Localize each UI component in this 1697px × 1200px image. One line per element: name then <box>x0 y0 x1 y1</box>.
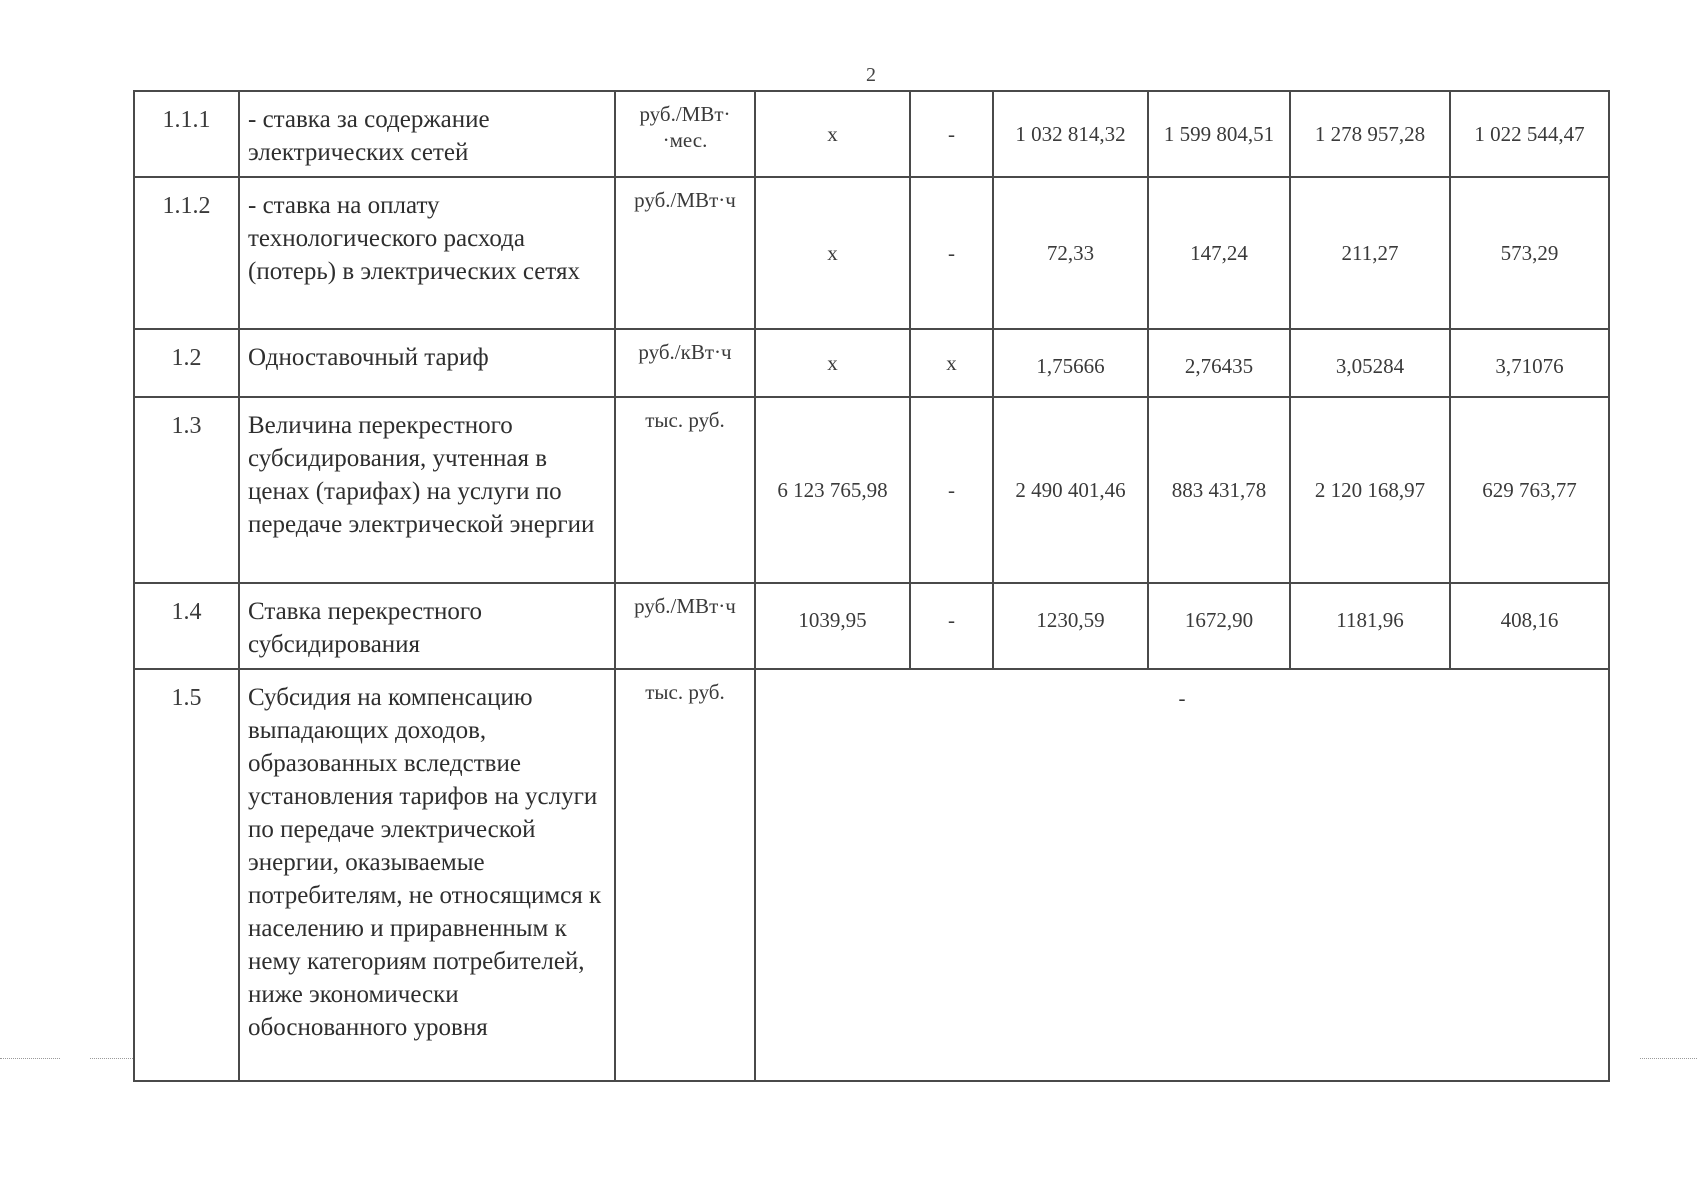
row-number: 1.2 <box>134 329 239 397</box>
row-unit: руб./МВт· ·мес. <box>615 91 755 177</box>
row-name: - ставка на оплату технологического расхода (потерь) в электрических сетях <box>239 177 615 329</box>
row-unit: руб./МВт·ч <box>615 177 755 329</box>
table-cell: x <box>755 177 910 329</box>
table-cell: 2,76435 <box>1148 329 1290 397</box>
row-number: 1.4 <box>134 583 239 669</box>
table-cell: 2 120 168,97 <box>1290 397 1450 583</box>
scan-artifact-line <box>90 1058 133 1059</box>
row-unit: тыс. руб. <box>615 669 755 1081</box>
table-cell: - <box>910 91 993 177</box>
table-cell: 629 763,77 <box>1450 397 1609 583</box>
table-row <box>134 583 1609 669</box>
table-cell: x <box>755 329 910 397</box>
table-cell: 72,33 <box>993 177 1148 329</box>
table-cell: 1,75666 <box>993 329 1148 397</box>
table-cell: 408,16 <box>1450 583 1609 669</box>
table-cell: - <box>910 397 993 583</box>
merged-value-cell: - <box>755 669 1609 1081</box>
row-name: - ставка за содержание электрических сетей <box>239 91 615 177</box>
table-cell: 6 123 765,98 <box>755 397 910 583</box>
table-cell: x <box>755 91 910 177</box>
table-cell: 1 032 814,32 <box>993 91 1148 177</box>
tariff-table <box>133 90 1610 1082</box>
table-cell: 573,29 <box>1450 177 1609 329</box>
table-cell: 3,71076 <box>1450 329 1609 397</box>
table-cell: 1 278 957,28 <box>1290 91 1450 177</box>
table-cell: 1672,90 <box>1148 583 1290 669</box>
scan-artifact-line <box>1640 1058 1697 1059</box>
row-number: 1.1.1 <box>134 91 239 177</box>
table-cell: 1 022 544,47 <box>1450 91 1609 177</box>
row-unit: руб./МВт·ч <box>615 583 755 669</box>
table-cell: 2 490 401,46 <box>993 397 1148 583</box>
row-number: 1.5 <box>134 669 239 1081</box>
table-cell: 1181,96 <box>1290 583 1450 669</box>
table-cell: x <box>910 329 993 397</box>
row-number: 1.1.2 <box>134 177 239 329</box>
table-cell: 147,24 <box>1148 177 1290 329</box>
page-number: 2 <box>866 64 876 86</box>
table-cell: 1 599 804,51 <box>1148 91 1290 177</box>
table-cell: 3,05284 <box>1290 329 1450 397</box>
row-unit: руб./кВт·ч <box>615 329 755 397</box>
table-row <box>134 91 1609 177</box>
table-cell: 1039,95 <box>755 583 910 669</box>
row-unit: тыс. руб. <box>615 397 755 583</box>
table-row <box>134 177 1609 329</box>
row-name: Ставка перекрестного субсидирования <box>239 583 615 669</box>
row-name: Величина перекрестного субсидирования, учтенная в ценах (тарифах) на услуги по передаче электрической энергии <box>239 397 615 583</box>
table-cell: 211,27 <box>1290 177 1450 329</box>
table-cell: 1230,59 <box>993 583 1148 669</box>
row-number: 1.3 <box>134 397 239 583</box>
table-row <box>134 397 1609 583</box>
row-name: Субсидия на компенсацию выпадающих доходов, образованных вследствие установления тарифов на услуги по передаче электрической энергии, оказываемые потребителям, не относящимся к населению и приравненным к нему категориям потребителей, ниже экономически обоснованного уровня <box>239 669 615 1081</box>
table-cell: 883 431,78 <box>1148 397 1290 583</box>
table-cell: - <box>910 583 993 669</box>
row-name: Одноставочный тариф <box>239 329 615 397</box>
scan-artifact-line <box>0 1058 60 1059</box>
table-row <box>134 329 1609 397</box>
table-row <box>134 669 1609 1081</box>
table-cell: - <box>910 177 993 329</box>
